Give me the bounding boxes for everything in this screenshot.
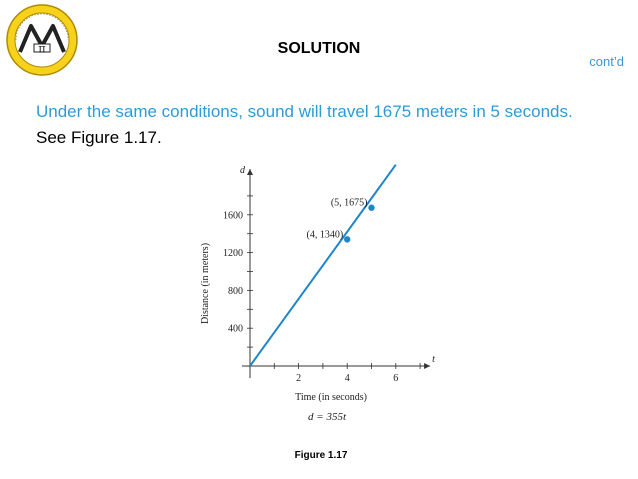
y-tick-label: 1200 [223,248,243,260]
data-point-label: (4, 1340) [306,229,344,241]
y-tick-label: 400 [228,323,243,335]
y-axis-variable: d [240,165,245,176]
x-axis-arrow [424,363,430,369]
y-tick-label: 800 [228,285,243,297]
series-line [250,165,396,366]
x-tick-label: 2 [296,373,302,384]
continued-label: cont’d [589,54,624,69]
x-tick-label: 4 [344,373,350,384]
svg-text:π: π [38,42,46,55]
data-point [368,205,374,211]
y-tick-label: 1600 [223,210,243,222]
data-point [344,236,350,242]
y-axis-label: Distance (in meters) [200,242,211,325]
data-point-label: (5, 1675) [330,197,368,209]
x-axis-label: Time (in seconds) [295,392,367,403]
body-sentence-accent: Under the same conditions, sound will travel 1675 meters in 5 seconds. [36,102,573,121]
slide-title: SOLUTION [277,40,361,57]
distance-time-chart [190,160,450,430]
body-paragraph [36,99,606,151]
x-axis-variable: t [432,354,435,365]
y-axis-arrow [247,169,253,175]
body-sentence-plain: See Figure 1.17. [36,128,162,147]
equation-label: d = 355t [308,411,347,423]
x-tick-label: 6 [393,373,399,384]
figure-caption: Figure 1.17 [294,450,348,461]
